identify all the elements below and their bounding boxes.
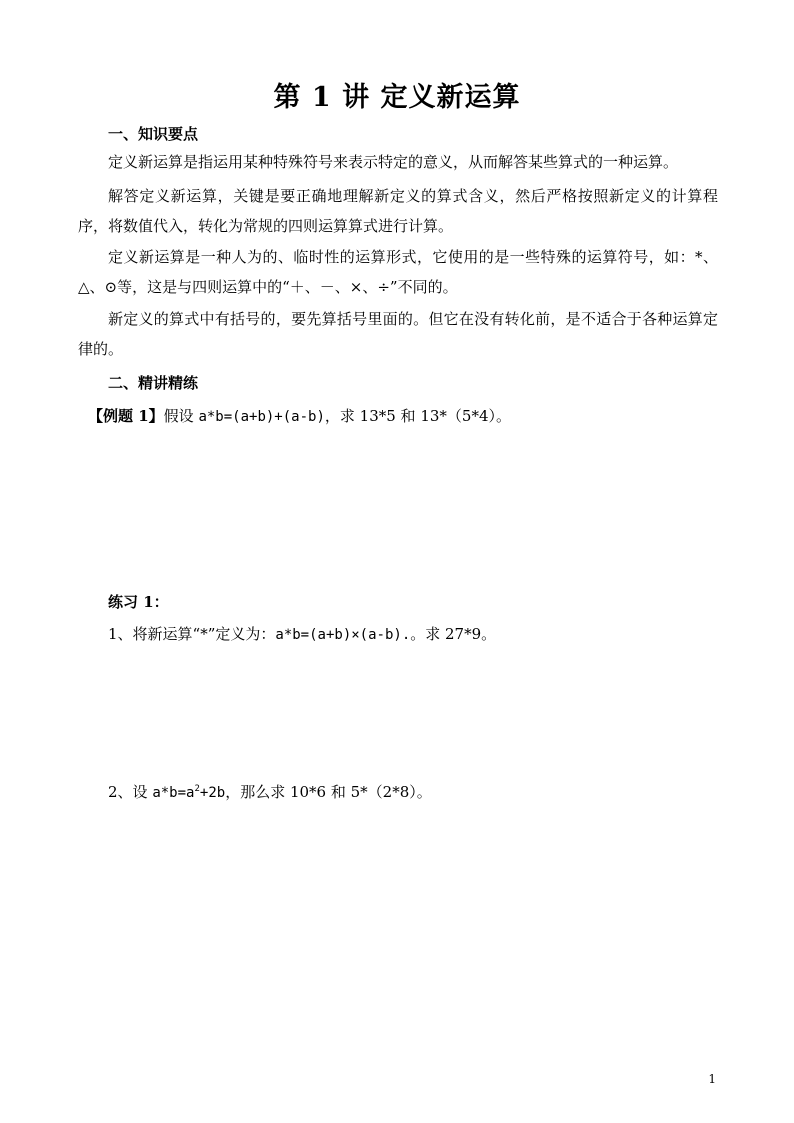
paragraph-4: 新定义的算式中有括号的，要先算括号里面的。但它在没有转化前，是不适合于各种运算定律的。 xyxy=(78,310,718,358)
practice-1-question-2 xyxy=(108,778,432,804)
question-1-formula: a*b=(a+b)×(a-b). xyxy=(275,627,411,643)
question-2-suffix: ，那么求 10*6 和 5*（2*8）。 xyxy=(225,783,432,801)
practice-1-heading: 练习 1： xyxy=(108,593,169,611)
section-heading-practice: 二、精讲精练 xyxy=(108,374,199,392)
example-1-prefix: 假设 xyxy=(163,407,199,425)
example-1 xyxy=(88,405,511,428)
paragraph-2: 解答定义新运算，关键是要正确地理解新定义的算式含义，然后严格按照新定义的计算程序，将数值代入，转化为常规的四则运算算式进行计算。 xyxy=(78,187,718,235)
paragraph-3: 定义新运算是一种人为的、临时性的运算形式，它使用的是一些特殊的运算符号，如：*、△、⊙等，这是与四则运算中的“＋、－、×、÷”不同的。 xyxy=(78,248,718,296)
example-1-label: 【例题 1】 xyxy=(88,407,164,425)
question-2-prefix: 2、设 xyxy=(108,783,153,801)
example-1-formula: a*b=(a+b)+(a-b) xyxy=(198,409,325,425)
question-2-formula-superscript: 2 xyxy=(194,784,200,794)
example-1-suffix: ，求 13*5 和 13*（5*4）。 xyxy=(324,407,511,425)
practice-1-question-1 xyxy=(108,623,496,646)
question-2-formula-b: +2b xyxy=(199,785,226,801)
paragraph-1: 定义新运算是指运用某种特殊符号来表示特定的意义，从而解答某些算式的一种运算。 xyxy=(108,153,679,171)
page-number: 1 xyxy=(708,1072,716,1086)
question-1-suffix: 。求 27*9。 xyxy=(410,625,497,643)
question-2-formula-a: a*b=a xyxy=(152,785,195,801)
question-1-prefix: 1、将新运算“*”定义为： xyxy=(108,625,276,643)
section-heading-key-points: 一、知识要点 xyxy=(108,125,199,143)
page-title: 第 1 讲 定义新运算 xyxy=(273,82,521,113)
